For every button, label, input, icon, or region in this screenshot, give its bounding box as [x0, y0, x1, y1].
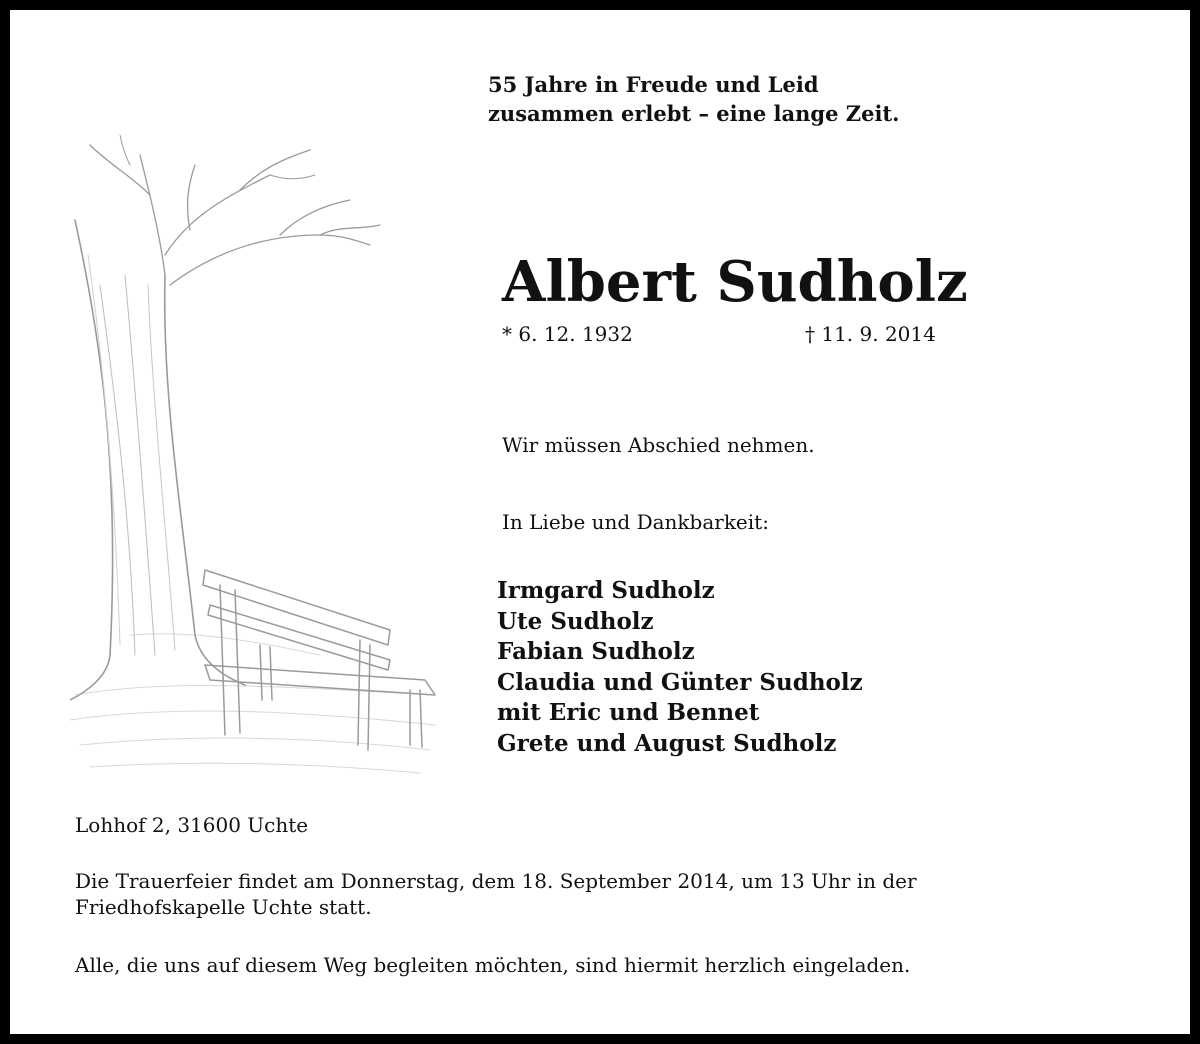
tree-branches — [90, 135, 380, 285]
list-item: Irmgard Sudholz — [497, 577, 715, 604]
address: Lohhof 2, 31600 Uchte — [75, 813, 309, 837]
list-item: Fabian Sudholz — [497, 638, 695, 665]
deceased-name: Albert Sudholz — [502, 249, 968, 315]
death-date: † 11. 9. 2014 — [805, 322, 936, 346]
list-item: Claudia und Günter Sudholz — [497, 668, 863, 696]
gratitude-text: In Liebe und Dankbarkeit: — [502, 510, 769, 534]
mourners-list — [497, 576, 863, 759]
motto-line: zusammen erlebt – eine lange Zeit. — [488, 101, 900, 126]
bench — [203, 570, 435, 750]
motto-line: 55 Jahre in Freude und Leid — [488, 72, 819, 97]
tree-trunk — [70, 220, 245, 700]
service-line: Die Trauerfeier findet am Donnerstag, dem 18. September 2014, um 13 Uhr in der — [75, 869, 917, 893]
birth-date: * 6. 12. 1932 — [502, 322, 633, 346]
ground-shading — [70, 634, 435, 773]
service-info — [75, 868, 1075, 920]
list-item: mit Eric und Bennet — [497, 699, 760, 726]
service-line: Friedhofskapelle Uchte statt. — [75, 895, 372, 919]
list-item: Grete und August Sudholz — [497, 729, 837, 757]
farewell-text: Wir müssen Abschied nehmen. — [502, 433, 815, 457]
motto — [488, 70, 899, 128]
list-item: Ute Sudholz — [497, 607, 654, 635]
invitation-text: Alle, die uns auf diesem Weg begleiten möchten, sind hiermit herzlich eingeladen. — [75, 953, 911, 977]
tree-bench-sketch-icon — [70, 135, 440, 780]
